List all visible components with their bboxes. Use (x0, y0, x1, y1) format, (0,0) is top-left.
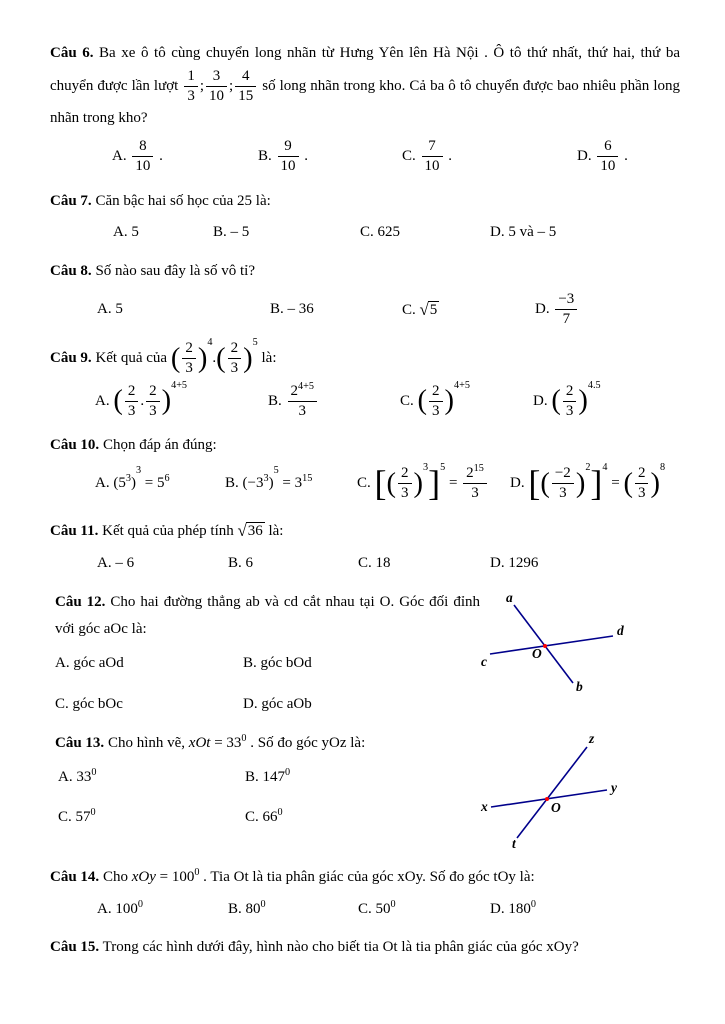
option-a: A. góc aOd (55, 655, 124, 671)
option-b: B. 6 (228, 555, 254, 571)
option-a: A. ( $5^3$ ) 3 = $5^6$ (95, 465, 170, 491)
question-12-figure-area (480, 589, 680, 719)
point-label-z: z (589, 732, 595, 746)
question-8 (50, 258, 680, 328)
question-12-text: Câu 12. Cho hai đường thẳng ab và cd cắt nhau tại O. Góc đối đỉnh với góc aOc là: (55, 593, 480, 638)
option-c: C. $\frac{7}{10}$ . (402, 138, 453, 175)
question-14 (50, 864, 680, 922)
option-b: B. ( $-3^3$ ) 5 = $3^{15}$ (225, 465, 313, 491)
question-7-text: Câu 7. Căn bậc hai số học của 25 là: (50, 192, 271, 209)
option-a: A. – 6 (97, 555, 135, 571)
point-label-o: O (551, 800, 561, 815)
question-10-text: Câu 10. Chọn đáp án đúng: (50, 437, 217, 453)
question-13 (50, 730, 680, 852)
option-c: C. góc bOc (55, 695, 123, 712)
line-xy (491, 790, 607, 807)
point-label-x: x (481, 799, 488, 814)
option-c2: C. $66^0$ (245, 807, 283, 826)
question-11 (50, 514, 680, 576)
question-13-figure-area (480, 730, 680, 852)
line-zt (517, 747, 587, 838)
option-b: B. góc bOd (243, 655, 312, 671)
option-a: A. $33^0$ (58, 766, 97, 785)
option-b: B. $\frac{9}{10}$ . (258, 138, 309, 175)
intersecting-lines-diagram-abcd (480, 591, 640, 693)
option-c: C. $50^0$ (358, 898, 396, 917)
question-7-options (50, 220, 680, 246)
option-d: D. 1296 (490, 555, 539, 571)
question-8-options (50, 291, 680, 329)
line-ab (514, 605, 573, 683)
option-a: A. $\frac{8}{10}$ . (112, 138, 163, 175)
option-b: B. – 36 (270, 300, 314, 317)
point-label-o: O (532, 645, 542, 661)
question-13-text: Câu 13. Cho hình vẽ, xOt = $33^0$ . Số đo góc yOz là: (55, 733, 366, 751)
option-d: D. ( $\frac{2}{3}$ ) $^{4.5}$ (533, 379, 601, 419)
question-8-text: Câu 8. Số nào sau đây là số vô tỉ? (50, 262, 255, 279)
option-a: A. $100^0$ (97, 898, 143, 917)
option-c: C. 625 (360, 224, 401, 241)
point-label-t: t (512, 836, 516, 851)
option-d: D. $\frac{-3}{7}$ (535, 291, 680, 329)
question-6 (50, 40, 680, 176)
question-13-options (50, 763, 480, 832)
option-c1: C. $57^0$ (58, 807, 96, 826)
question-7 (50, 188, 680, 246)
question-11-text: Câu 11. Kết quả của phép tính √36 là: (50, 521, 284, 541)
point-label-a: a (506, 590, 513, 605)
question-10 (50, 432, 680, 502)
question-13-content (50, 730, 480, 852)
option-c: C. [ ( $\frac{2}{3}$ ) $^3$ ] $^5$ = $\frac{2^{15}}{3}$ (357, 465, 510, 503)
option-a: A. 5 (97, 300, 123, 317)
intersecting-lines-diagram-xyzt (480, 732, 635, 852)
option-b: B. $\frac{2^{4+5}}{3}$ (268, 383, 400, 421)
option-a: A. 5 (113, 224, 139, 241)
intersection-point (543, 644, 547, 648)
question-12 (50, 589, 680, 719)
intersection-point (545, 797, 549, 801)
option-d: D. [ ( $\frac{-2}{3}$ ) $^2$ ] $^4$ = ( $\frac{2}{3}$ ) $^8$ (510, 462, 666, 504)
question-9-text: Câu 9. Kết quả của ( $\frac{2}{3}$ ) $^4$ . ( $\frac{2}{3}$ ) $^5$ là: (50, 337, 277, 377)
point-label-d: d (617, 622, 624, 638)
question-14-options (50, 897, 680, 923)
question-6-text: Câu 6. Ba xe ô tô cùng chuyển long nhãn từ Hưng Yên lên Hà Nội . Ô tô thứ nhất, thứ hai, thứ ba chuyển được lần lượt $\frac{1}{3}$ ; $\frac{3}{10}$ ; $\frac{4}{15}$ số long nhãn trong kho. Cả ba ô tô chuyển được bao nhiêu phần long nhãn trong kho? (50, 45, 680, 127)
point-label-b: b (576, 678, 583, 693)
option-c: C. ( $\frac{2}{3}$ ) $^{4+5}$ (400, 379, 470, 419)
option-c: C. √5 (402, 299, 438, 319)
question-15-text: Câu 15. Trong các hình dưới đây, hình nào cho biết tia Ot là tia phân giác của góc xOy? (50, 939, 579, 956)
question-12-options (50, 649, 480, 718)
option-d: D. góc aOb (243, 695, 312, 712)
line-cd (490, 636, 613, 654)
question-12-content (50, 589, 480, 719)
question-9 (50, 337, 680, 420)
option-a: A. ( $\frac{2}{3}$ . $\frac{2}{3}$ ) $^{4+5}$ (95, 379, 188, 419)
point-label-y: y (611, 780, 617, 795)
question-10-options (50, 462, 680, 504)
option-b: B. $147^0$ (245, 766, 291, 785)
option-c: C. 18 (358, 555, 391, 571)
option-d: D. $180^0$ (490, 898, 536, 917)
option-b: B. – 5 (213, 224, 250, 241)
question-15 (50, 934, 680, 962)
question-9-options (50, 379, 680, 421)
point-label-c: c (481, 653, 487, 669)
question-11-options (50, 551, 680, 577)
question-14-text: Câu 14. Cho xOy = $100^0$ . Tia Ot là tia phân giác của góc xOy. Số đo góc tOy là: (50, 867, 535, 885)
option-d: D. 5 và – 5 (490, 224, 557, 241)
option-b: B. $80^0$ (228, 898, 266, 917)
question-6-options (50, 138, 680, 176)
option-d: D. $\frac{6}{10}$ . (577, 138, 628, 175)
